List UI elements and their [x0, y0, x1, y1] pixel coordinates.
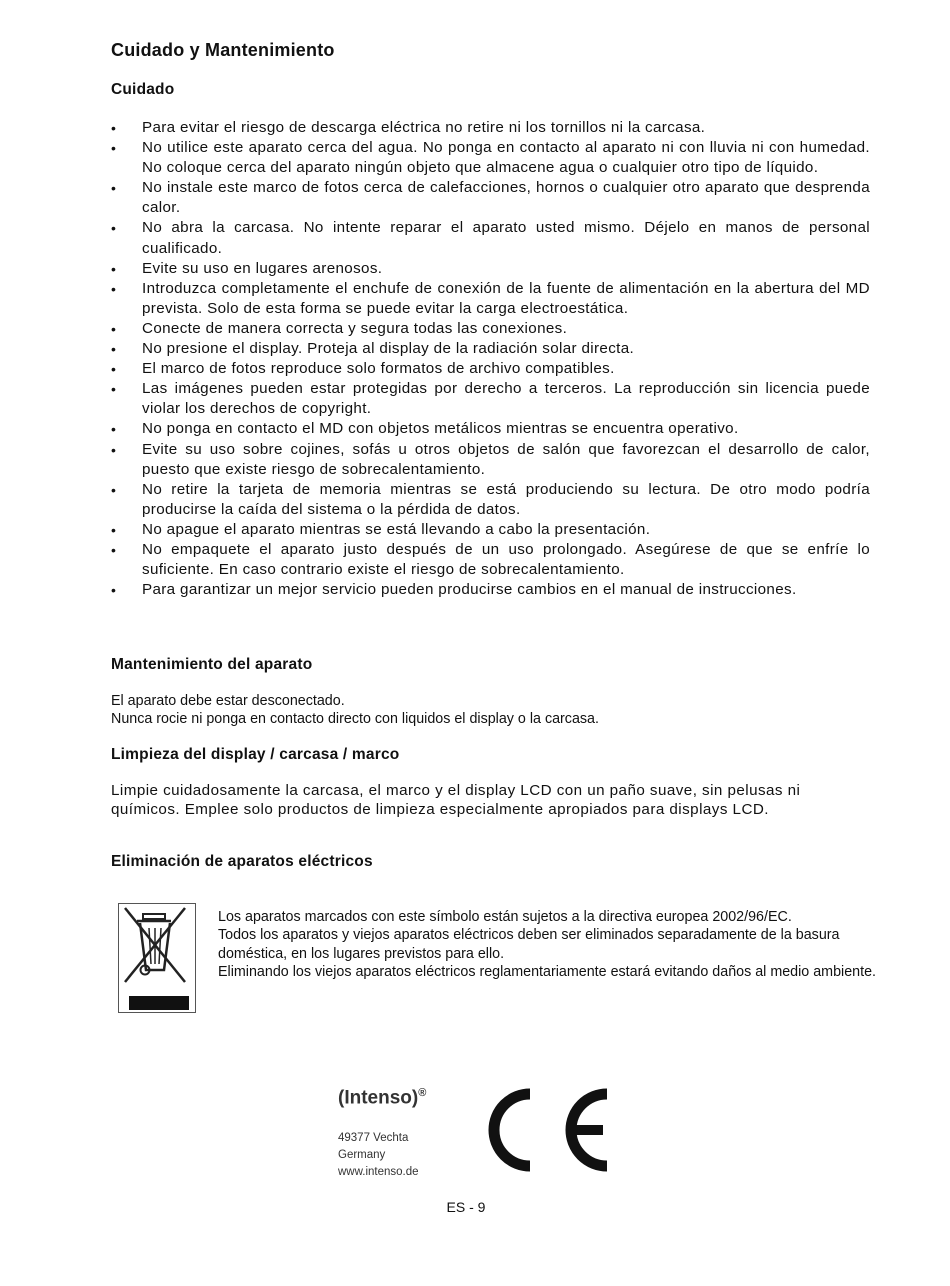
registered-mark: ® — [418, 1087, 427, 1099]
address-line: Germany — [338, 1149, 386, 1161]
disposal-line: Todos los aparatos y viejos aparatos eléctricos deben ser eliminados separadamente de la basura doméstica, en los lugares previstos para ello. — [218, 927, 840, 962]
disposal-line: Los aparatos marcados con este símbolo están sujetos a la directiva europea 2002/96/EC. — [218, 909, 792, 925]
list-item: • No utilice este aparato cerca del agua. No ponga en contacto al aparato ni con lluvia ni con humedad. No coloque cerca del aparato ningún objeto que almacene agua o cualquier otro tipo de líquido. — [111, 138, 870, 178]
section-heading-disposal: Eliminación de aparatos eléctricos — [111, 853, 373, 870]
list-item: • Las imágenes pueden estar protegidas por derecho a terceros. La reproducción sin licencia puede violar los derechos de copyright. — [111, 379, 870, 419]
care-list — [111, 118, 870, 600]
maintenance-line: Nunca rocie ni ponga en contacto directo con liquidos el display o la carcasa. — [111, 711, 599, 728]
brand-logo — [338, 1087, 426, 1109]
maintenance-line: El aparato debe estar desconectado. — [111, 693, 345, 709]
address-line: www.intenso.de — [338, 1166, 419, 1178]
list-item: • No instale este marco de fotos cerca de calefacciones, hornos o cualquier otro aparato que desprenda calor. — [111, 178, 870, 218]
disposal-line: Eliminando los viejos aparatos eléctricos reglamentariamente estará evitando daños al medio ambiente. — [218, 963, 877, 980]
cleaning-text: Limpie cuidadosamente la carcasa, el marco y el display LCD con un paño suave, sin pelusas ni químicos. Emplee solo productos de limpieza especialmente apropiados para displays LCD. — [111, 782, 801, 818]
maintenance-text — [111, 692, 871, 729]
list-item: • Conecte de manera correcta y segura todas las conexiones. — [111, 319, 870, 339]
address-line: 49377 Vechta — [338, 1132, 409, 1144]
section-heading-care: Cuidado — [111, 81, 175, 98]
list-item: • Evite su uso sobre cojines, sofás u otros objetos de salón que favorezcan el desarrollo de calor, puesto que existe riesgo de sobrecalentamiento. — [111, 440, 870, 480]
list-item: • No ponga en contacto el MD con objetos metálicos mientras se encuentra operativo. — [111, 419, 870, 439]
list-item: • No empaquete el aparato justo después de un uso prolongado. Asegúrese de que se enfríe lo suficiente. En caso contrario existe el riesgo de sobrecalentamiento. — [111, 540, 870, 580]
page-title: Cuidado y Mantenimiento — [111, 40, 335, 60]
list-item: • No apague el aparato mientras se está llevando a cabo la presentación. — [111, 520, 870, 540]
manufacturer-address — [338, 1130, 419, 1181]
list-item: • No abra la carcasa. No intente reparar el aparato usted mismo. Déjelo en manos de personal cualificado. — [111, 218, 870, 258]
list-item: • Introduzca completamente el enchufe de conexión de la fuente de alimentación en la abertura del MD prevista. Solo de esta forma se puede evitar la carga electroestática. — [111, 279, 870, 319]
page-number: ES - 9 — [446, 1199, 486, 1215]
weee-bin-icon — [118, 903, 196, 1013]
section-heading-maintenance: Mantenimiento del aparato — [111, 656, 313, 673]
list-item: • No retire la tarjeta de memoria mientras se está produciendo su lectura. De otro modo podría producirse la caída del sistema o la pérdida de datos. — [111, 480, 870, 520]
section-heading-cleaning: Limpieza del display / carcasa / marco — [111, 746, 400, 763]
list-item: • No presione el display. Proteja al display de la radiación solar directa. — [111, 339, 870, 359]
list-item: • Evite su uso en lugares arenosos. — [111, 259, 870, 279]
ce-mark-icon — [480, 1083, 610, 1178]
brand-name: (Intenso) — [338, 1087, 419, 1109]
list-item: • Para garantizar un mejor servicio pueden producirse cambios en el manual de instrucciones. — [111, 580, 870, 600]
list-item: • El marco de fotos reproduce solo formatos de archivo compatibles. — [111, 359, 870, 379]
list-item: • Para evitar el riesgo de descarga eléctrica no retire ni los tornillos ni la carcasa. — [111, 118, 870, 138]
disposal-text — [218, 908, 878, 981]
